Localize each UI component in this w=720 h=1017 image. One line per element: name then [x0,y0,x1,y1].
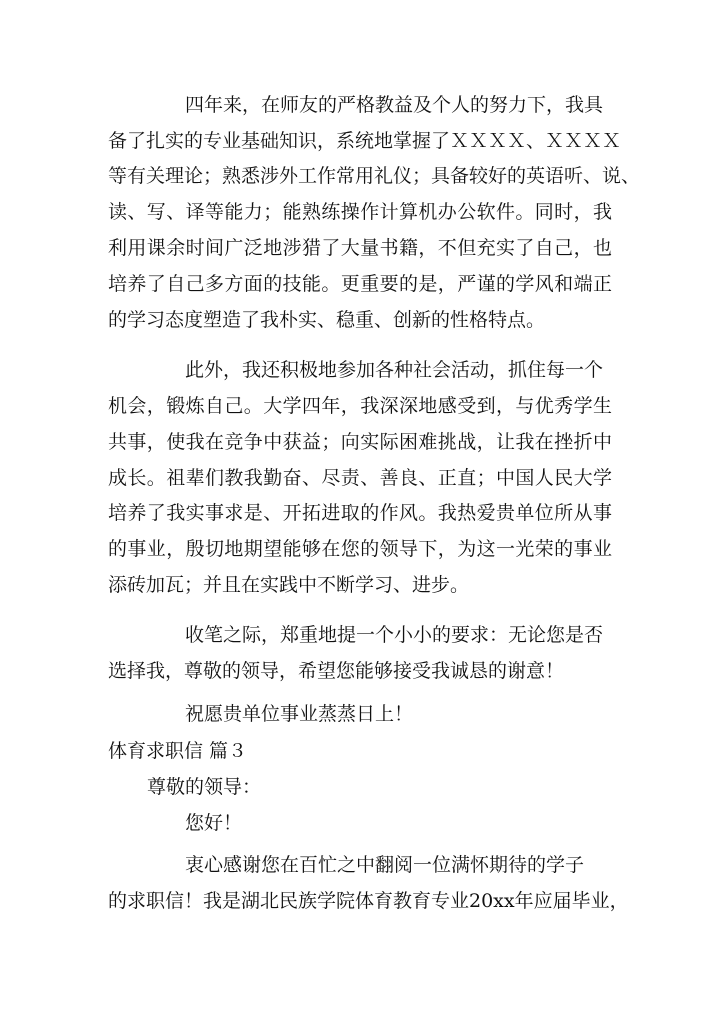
paragraph-3-line-1: 收笔之际，郑重地提一个小小的要求：无论您是否 [185,624,604,646]
paragraph-2-line-7: 添砖加瓦；并且在实践中不断学习、进步。 [108,574,470,596]
salutation: 尊敬的领导： [147,776,262,798]
closing-wish: 祝愿贵单位事业蒸蒸日上！ [185,703,414,725]
paragraph-1-line-5: 利用课余时间广泛地涉猎了大量书籍，不但充实了自己，也 [108,237,612,259]
paragraph-2-line-2: 机会，锻炼自己。大学四年，我深深地感受到，与优秀学生 [108,395,612,417]
paragraph-1-line-6: 培养了自己多方面的技能。更重要的是，严谨的学风和端正 [108,273,612,295]
paragraph-1-line-4: 读、写、译等能力；能熟练操作计算机办公软件。同时，我 [108,201,612,223]
paragraph-2-line-1: 此外，我还积极地参加各种社会活动，抓住每一个 [185,359,604,381]
section-heading: 体育求职信 篇３ [108,740,248,762]
greeting: 您好！ [185,812,243,834]
paragraph-1-line-2: 备了扎实的专业基础知识，系统地掌握了ＸＸＸＸ、ＸＸＸＸ [108,130,622,152]
paragraph-2-line-3: 共事，使我在竞争中获益；向实际困难挑战，让我在挫折中 [108,431,612,453]
paragraph-1-line-3: 等有关理论；熟悉涉外工作常用礼仪；具备较好的英语听、说、 [108,165,641,187]
paragraph-5-line-1: 衷心感谢您在百忙之中翻阅一位满怀期待的学子 [185,854,585,876]
paragraph-3-line-2: 选择我，尊敬的领导，希望您能够接受我诚恳的谢意！ [108,660,565,682]
paragraph-1-line-1: 四年来，在师友的严格教益及个人的努力下，我具 [185,94,604,116]
paragraph-2-line-6: 的事业，殷切地期望能够在您的领导下，为这一光荣的事业 [108,538,612,560]
paragraph-5-line-2: 的求职信！我是湖北民族学院体育教育专业20xx年应届毕业， [108,890,629,912]
paragraph-2-line-4: 成长。祖辈们教我勤奋、尽责、善良、正直；中国人民大学 [108,467,612,489]
paragraph-2-line-5: 培养了我实事求是、开拓进取的作风。我热爱贵单位所从事 [108,502,612,524]
paragraph-1-line-7: 的学习态度塑造了我朴实、稳重、创新的性格特点。 [108,309,546,331]
